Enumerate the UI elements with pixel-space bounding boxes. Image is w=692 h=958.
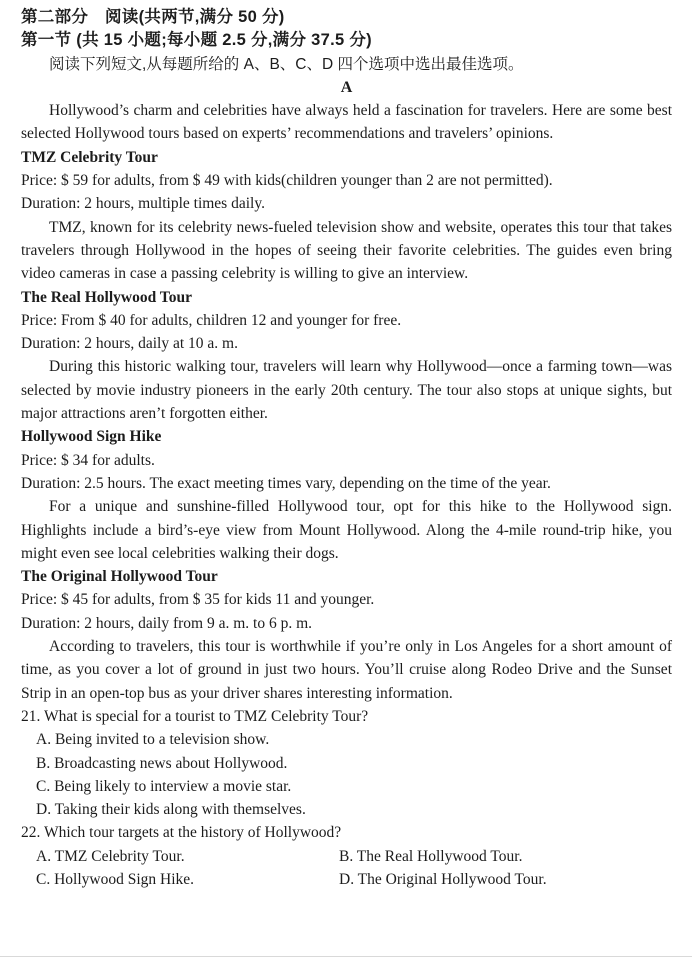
question-stem [21, 821, 672, 844]
passage-label: A [340, 78, 353, 96]
tour-section [21, 425, 672, 565]
question-text: Which tour targets at the history of Hollywood? [43, 824, 342, 842]
tour-section [21, 565, 672, 705]
question-option: A. Being invited to a television show. [36, 731, 270, 749]
tour-description: For a unique and sunshine-filled Hollywood tour, opt for this hike to the Hollywood sign. Highlights include a bird’s-eye view from Mount Hollywood. Along the 4-mile round-trip hike, you might even see local celebrities walking their dogs. [21, 498, 672, 562]
tour-price: Price: $ 34 for adults. [21, 451, 155, 469]
tour-duration: Duration: 2 hours, daily from 9 a. m. to 6 p. m. [21, 614, 313, 632]
tour-section [21, 286, 672, 426]
question-option: A. TMZ Celebrity Tour. [36, 847, 185, 865]
question-number: 22. [21, 824, 41, 842]
tour-name: Hollywood Sign Hike [21, 428, 162, 446]
question-option: B. The Real Hollywood Tour. [339, 847, 523, 865]
question-text: What is special for a tourist to TMZ Celebrity Tour? [43, 707, 369, 725]
question-number: 21. [21, 707, 41, 725]
question-stem [21, 705, 672, 728]
question-option: B. Broadcasting news about Hollywood. [36, 754, 288, 772]
tour-name: The Real Hollywood Tour [21, 288, 192, 306]
question-block [21, 705, 672, 821]
part-title: 第二部分 阅读(共两节,满分 50 分) [21, 8, 285, 26]
question-block [21, 821, 672, 891]
tour-section [21, 146, 672, 286]
tour-duration: Duration: 2 hours, multiple times daily. [21, 195, 265, 213]
tour-price: Price: From $ 40 for adults, children 12 and younger for free. [21, 311, 402, 329]
tour-price: Price: $ 45 for adults, from $ 35 for kids 11 and younger. [21, 591, 375, 609]
tour-description: TMZ, known for its celebrity news-fueled television show and website, operates this tour that takes travelers through Hollywood in the hopes of seeing their favorite celebrities. The guides even bring video cameras in case a passing celebrity is willing to give an interview. [21, 218, 672, 283]
tour-name: The Original Hollywood Tour [21, 568, 218, 586]
page-bottom-edge [0, 956, 692, 957]
question-option: D. Taking their kids along with themselves. [36, 801, 306, 819]
tour-description: During this historic walking tour, travelers will learn why Hollywood—once a farming town—was selected by movie industry pioneers in the early 20th century. The tour also stops at unique sights, but major attractions aren’t forgotten either. [21, 358, 672, 423]
question-options-grid [36, 845, 672, 892]
passage-intro: Hollywood’s charm and celebrities have always held a fascination for travelers. Here are some best selected Hollywood tours based on experts’ recommendations and travelers’ opinions. [21, 102, 672, 143]
question-option: D. The Original Hollywood Tour. [339, 870, 547, 888]
tour-duration: Duration: 2.5 hours. The exact meeting times vary, depending on the time of the year. [21, 474, 551, 492]
tour-price: Price: $ 59 for adults, from $ 49 with kids(children younger than 2 are not permitted). [21, 172, 553, 190]
question-option: C. Hollywood Sign Hike. [36, 870, 195, 888]
section-title: 第一节 (共 15 小题;每小题 2.5 分,满分 37.5 分) [21, 31, 372, 50]
instructions: 阅读下列短文,从每题所给的 A、B、C、D 四个选项中选出最佳选项。 [49, 55, 524, 73]
tour-name: TMZ Celebrity Tour [21, 148, 158, 166]
tour-description: According to travelers, this tour is worthwhile if you’re only in Los Angeles for a short amount of time, as you cover a lot of ground in just two hours. You’ll cruise along Rodeo Drive and the Sunset Strip in an open-top bus as your driver shares interesting information. [21, 638, 672, 702]
question-option: C. Being likely to interview a movie star. [36, 777, 292, 795]
tour-duration: Duration: 2 hours, daily at 10 a. m. [21, 335, 238, 353]
